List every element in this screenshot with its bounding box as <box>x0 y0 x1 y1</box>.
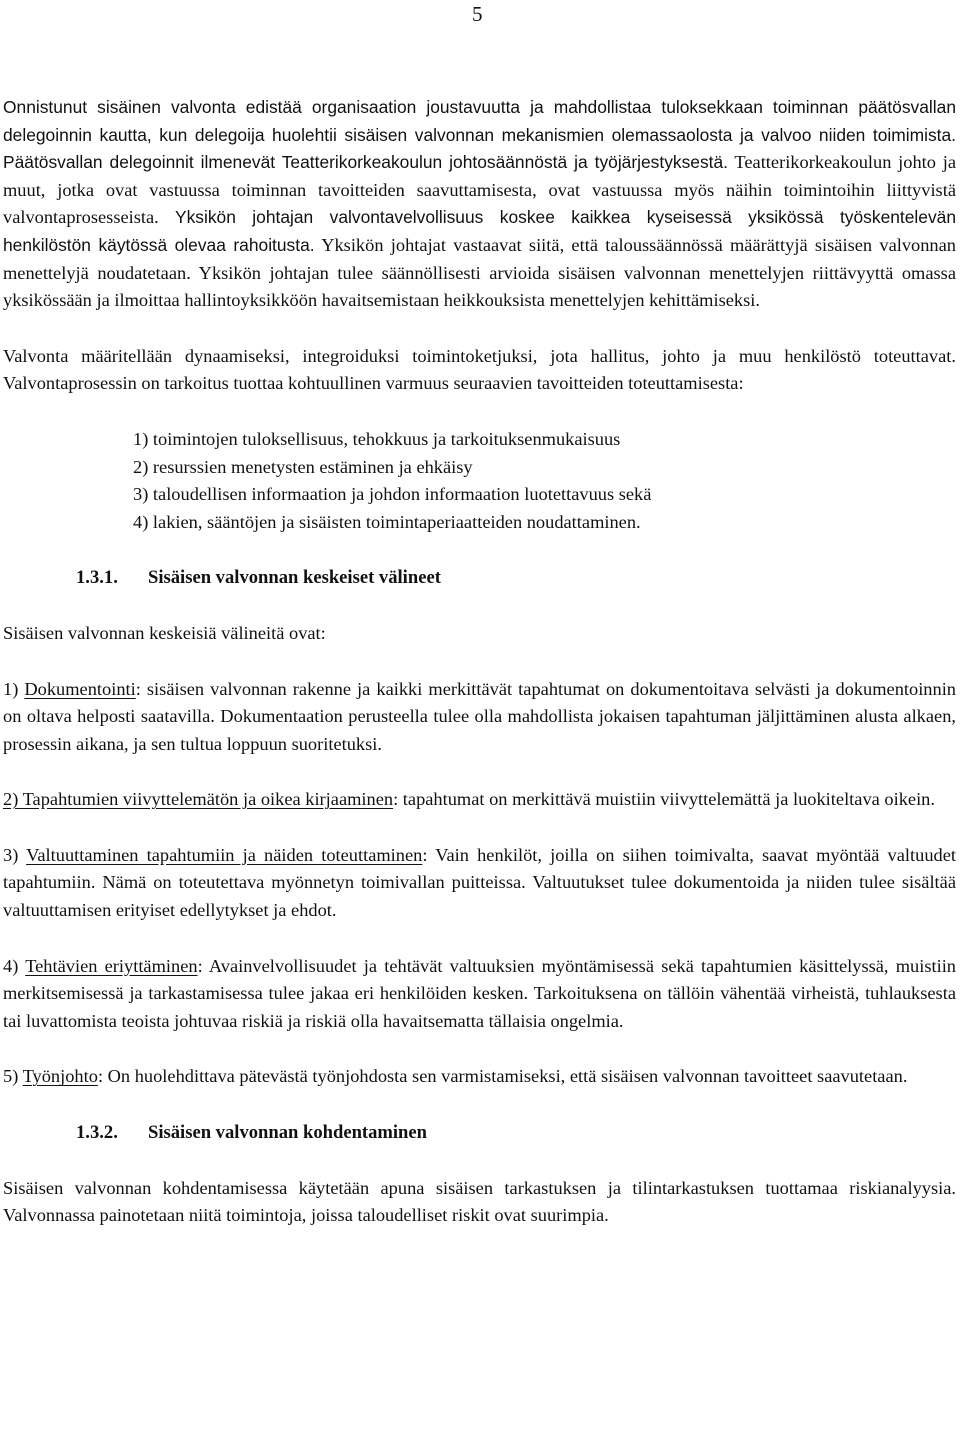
tools-intro: Sisäisen valvonnan keskeisiä välineitä ovat: <box>3 622 326 643</box>
paragraph-control-definition: Valvonta määritellään dynaamiseksi, integroiduksi toimintoketjuksi, jota hallitus, johto ja muu henkilöstö toteuttavat. Valvontaprosessin on tarkoitus tuottaa kohtuullinen varmuus seuraavien tavoitteiden toteuttamisesta: <box>3 345 956 394</box>
list-item: 1) toimintojen tuloksellisuus, tehokkuus ja tarkoituksenmukaisuus <box>133 428 621 449</box>
page-number: 5 <box>472 2 483 26</box>
document-body <box>3 94 956 1230</box>
tool-supervision <box>3 1063 956 1091</box>
section-title: Sisäisen valvonnan keskeiset välineet <box>148 567 441 589</box>
tool-term: Tapahtumien viivyttelemätön ja oikea kirjaaminen <box>18 789 394 810</box>
tool-term: Dokumentointi <box>24 678 136 699</box>
tool-term: Työnjohto <box>22 1066 98 1087</box>
tool-text: : Avainvelvollisuudet ja tehtävät valtuuksien myöntämisessä sekä tapahtumien käsittelyssä, muistiin merkitsemisessä ja tarkastamisessa tulee jakaa eri henkilöiden kesken. Tarkoituksena on tällöin vähentää virheistä, tuhlauksesta tai luvattomista teoista johtuvaa riskiä ja riskiä olla havaitsematta tällaisia ongelmia. <box>3 955 957 1031</box>
tool-documentation <box>3 676 956 759</box>
tool-prefix: 1) <box>3 678 25 699</box>
goals-list <box>133 426 956 536</box>
paragraph-delegation-intro: Onnistunut sisäinen valvonta edistää organisaation joustavuutta ja mahdollistaa tuloksekkaan toiminnan päätösvallan delegoinnin kautta, kun delegoija huolehtii sisäisen valvonnan mekanismien olemassaolosta ja valvoo niiden toimimista. Päätösvallan delegoinnit ilmenevät Teatterikorkeakoulun johtosäännöstä ja työjärjestyksestä. <box>3 97 956 173</box>
paragraph-delegation <box>3 94 956 315</box>
paragraph-targeting: Sisäisen valvonnan kohdentamisessa käytetään apuna sisäisen tarkastuksen ja tilintarkastuksen tuottamaa riskianalyysia. Valvonnassa painotetaan niitä toimintoja, joissa taloudelliset riskit ovat suurimpia. <box>3 1177 956 1226</box>
tool-recording <box>3 786 956 814</box>
section-heading-1-3-1 <box>76 564 956 592</box>
list-item: 3) taloudellisen informaation ja johdon informaation luotettavuus sekä <box>133 484 652 505</box>
tool-text: : Vain henkilöt, joilla on siihen toimivalta, saavat myöntää valtuudet tapahtumiin. Nämä on toteutettava myönnetyn toimivallan puitteissa. Valtuutukset tulee dokumentoida ja niiden tulee sisältää valtuuttamisen erityiset edellytykset ja ehdot. <box>3 844 956 921</box>
section-heading-1-3-2 <box>76 1119 956 1147</box>
paragraph-delegation-responsibility: Teatterikorkeakoulun johto ja muut, jotka ovat vastuussa toiminnan tavoitteiden saavuttamisesta, ovat vastuussa myös näihin toimintoihin liittyvistä valvontaprosesseista. <box>3 152 956 228</box>
tool-term: Valtuuttaminen tapahtumiin ja näiden toteuttaminen <box>26 844 423 865</box>
tool-text: : tapahtumat on merkittävä muistiin viivyttelemättä ja luokiteltava oikein. <box>393 789 935 810</box>
tool-prefix: 2) <box>3 789 19 810</box>
list-item: 2) resurssien menetysten estäminen ja ehkäisy <box>133 456 473 477</box>
tool-prefix: 5) <box>3 1066 23 1087</box>
paragraph-delegation-unit-head: Yksikön johtajan valvontavelvollisuus koskee kaikkea kyseisessä yksikössä työskentelevän henkilöstön käytössä olevaa rahoitusta. <box>3 207 956 255</box>
tool-prefix: 4) <box>3 955 26 976</box>
section-number: 1.3.2. <box>76 1122 118 1144</box>
paragraph-delegation-procedures: Yksikön johtajat vastaavat siitä, että taloussäännössä määrättyjä sisäisen valvonnan menettelyjä noudatetaan. Yksikön johtajan tulee säännöllisesti arvioida sisäisen valvonnan menettelyjen riittävyyttä omassa yksikössään ja ilmoittaa hallintoyksikköön havaitsemistaan heikkouksista menettelyjen kehittämiseksi. <box>3 234 956 311</box>
tool-text: : sisäisen valvonnan rakenne ja kaikki merkittävät tapahtumat on dokumentoitava selvästi ja dokumentoinnin on oltava helposti saatavilla. Dokumentaation perusteella tulee olla mahdollista jokaisen tapahtuman jäljittäminen alusta alkaen, prosessin aikana, ja sen tultua loppuun suoritetuksi. <box>3 678 957 754</box>
list-item: 4) lakien, sääntöjen ja sisäisten toimintaperiaatteiden noudattaminen. <box>133 511 641 532</box>
tool-text: : On huolehdittava pätevästä työnjohdosta sen varmistamiseksi, että sisäisen valvonnan tavoitteet saavutetaan. <box>97 1066 908 1087</box>
section-title: Sisäisen valvonnan kohdentaminen <box>148 1122 427 1144</box>
tool-term: Tehtävien eriyttäminen <box>25 955 198 976</box>
tool-segregation <box>3 953 956 1036</box>
tool-authorisation <box>3 842 956 925</box>
section-number: 1.3.1. <box>76 567 118 589</box>
tool-prefix: 3) <box>3 844 27 865</box>
